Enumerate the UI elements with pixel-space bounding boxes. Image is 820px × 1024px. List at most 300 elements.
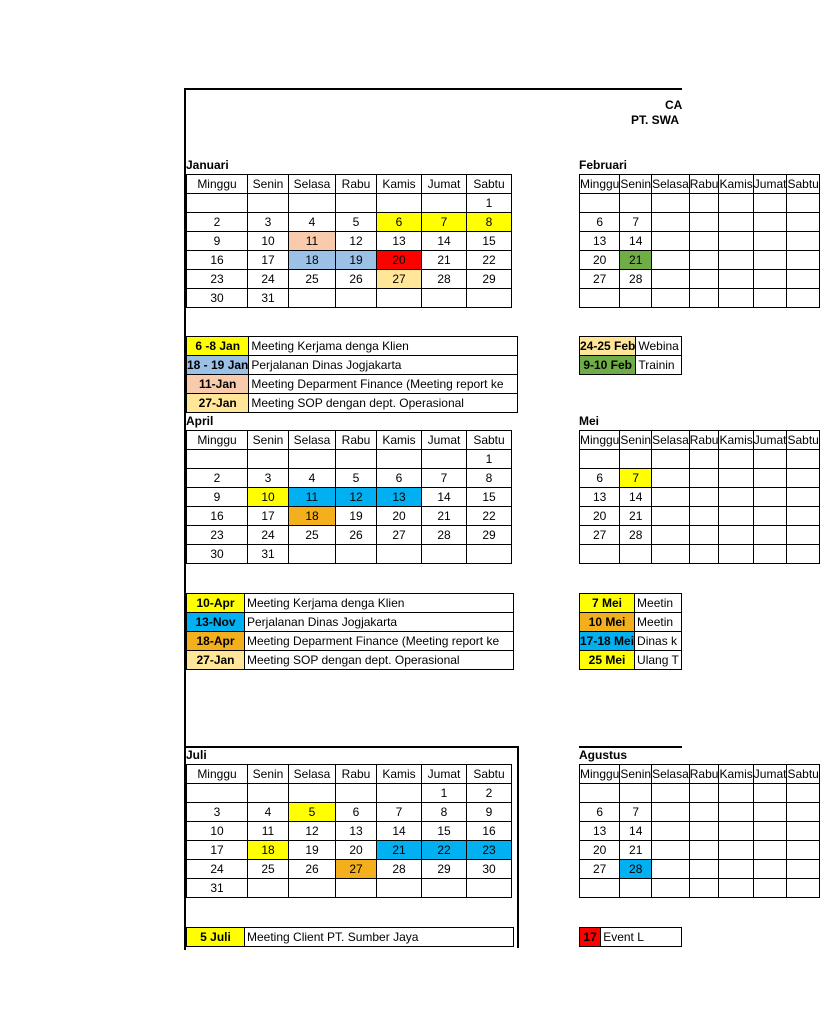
day-cell-13: 13 — [580, 232, 620, 251]
empty-day-cell — [289, 194, 336, 213]
week-row — [187, 194, 512, 213]
day-cell-6: 6 — [336, 803, 377, 822]
day-cell-23: 23 — [187, 526, 248, 545]
event-row — [187, 651, 514, 670]
empty-day-cell — [652, 879, 690, 898]
empty-day-cell — [787, 213, 819, 232]
weekday-sabtu: Sabtu — [787, 175, 819, 194]
empty-day-cell — [248, 879, 289, 898]
empty-day-cell — [753, 213, 787, 232]
day-cell-7: 7 — [620, 803, 652, 822]
week-row — [187, 251, 512, 270]
day-cell-28: 28 — [620, 526, 652, 545]
juli-top-border — [186, 746, 519, 748]
day-cell-25: 25 — [289, 526, 336, 545]
week-row — [187, 860, 512, 879]
day-cell-7: 7 — [377, 803, 422, 822]
empty-day-cell — [289, 784, 336, 803]
weekday-header-row — [187, 175, 512, 194]
day-cell-17: 17 — [187, 841, 248, 860]
event-date-label: 13-Nov — [187, 613, 245, 632]
event-date-label: 10 Mei — [580, 613, 635, 632]
week-row — [580, 450, 820, 469]
day-cell-12: 12 — [289, 822, 336, 841]
empty-day-cell — [652, 841, 690, 860]
event-row — [580, 613, 682, 632]
empty-day-cell — [753, 526, 787, 545]
weekday-senin: Senin — [620, 431, 652, 450]
day-cell-16: 16 — [187, 251, 248, 270]
empty-day-cell — [719, 469, 753, 488]
day-cell-4: 4 — [289, 213, 336, 232]
day-cell-15: 15 — [467, 232, 512, 251]
day-cell-6: 6 — [580, 803, 620, 822]
empty-day-cell — [787, 822, 819, 841]
event-date-label: 27-Jan — [187, 394, 249, 413]
weekday-header-row — [580, 431, 820, 450]
week-row — [580, 545, 820, 564]
day-cell-27: 27 — [377, 526, 422, 545]
day-cell-15: 15 — [422, 822, 467, 841]
event-legend-februari — [579, 336, 682, 375]
event-legend-april — [186, 593, 514, 670]
weekday-sabtu: Sabtu — [467, 431, 512, 450]
empty-day-cell — [787, 803, 819, 822]
week-row — [580, 803, 820, 822]
day-cell-3: 3 — [187, 803, 248, 822]
empty-day-cell — [787, 488, 819, 507]
day-cell-29: 29 — [467, 526, 512, 545]
empty-day-cell — [620, 450, 652, 469]
weekday-jumat: Jumat — [422, 765, 467, 784]
week-row — [187, 232, 512, 251]
week-row — [580, 860, 820, 879]
empty-day-cell — [652, 784, 690, 803]
event-row — [187, 928, 514, 947]
empty-day-cell — [787, 469, 819, 488]
empty-day-cell — [719, 488, 753, 507]
day-cell-13: 13 — [377, 488, 422, 507]
day-cell-28: 28 — [377, 860, 422, 879]
empty-day-cell — [467, 289, 512, 308]
day-cell-14: 14 — [422, 488, 467, 507]
empty-day-cell — [787, 526, 819, 545]
day-cell-29: 29 — [467, 270, 512, 289]
weekday-jumat: Jumat — [422, 175, 467, 194]
week-row — [187, 450, 512, 469]
empty-day-cell — [787, 841, 819, 860]
company-title: PT. SWA — [631, 113, 680, 127]
weekday-kamis: Kamis — [719, 175, 753, 194]
event-row — [187, 613, 514, 632]
day-cell-27: 27 — [336, 860, 377, 879]
week-row — [580, 289, 820, 308]
empty-day-cell — [787, 251, 819, 270]
weekday-rabu: Rabu — [689, 765, 719, 784]
empty-day-cell — [753, 879, 787, 898]
weekday-selasa: Selasa — [652, 175, 690, 194]
calendar-sheet — [184, 88, 819, 950]
empty-day-cell — [689, 879, 719, 898]
event-row — [580, 651, 682, 670]
day-cell-13: 13 — [336, 822, 377, 841]
event-legend-agustus — [579, 927, 682, 947]
week-row — [187, 784, 512, 803]
day-cell-30: 30 — [467, 860, 512, 879]
day-cell-8: 8 — [422, 803, 467, 822]
day-cell-5: 5 — [336, 213, 377, 232]
week-row — [187, 270, 512, 289]
empty-day-cell — [689, 841, 719, 860]
empty-day-cell — [652, 803, 690, 822]
day-cell-21: 21 — [422, 507, 467, 526]
day-cell-18: 18 — [289, 251, 336, 270]
day-cell-21: 21 — [620, 841, 652, 860]
empty-day-cell — [719, 213, 753, 232]
empty-day-cell — [753, 841, 787, 860]
empty-day-cell — [689, 507, 719, 526]
empty-day-cell — [787, 879, 819, 898]
event-date-label: 17-18 Mei — [580, 632, 635, 651]
week-row — [187, 803, 512, 822]
empty-day-cell — [689, 822, 719, 841]
weekday-senin: Senin — [248, 175, 289, 194]
calendar-title: CA — [665, 98, 683, 112]
weekday-sabtu: Sabtu — [467, 175, 512, 194]
week-row — [187, 879, 512, 898]
day-cell-23: 23 — [187, 270, 248, 289]
empty-day-cell — [580, 545, 620, 564]
day-cell-22: 22 — [467, 251, 512, 270]
empty-day-cell — [336, 450, 377, 469]
day-cell-25: 25 — [289, 270, 336, 289]
event-date-label: 27-Jan — [187, 651, 245, 670]
empty-day-cell — [620, 194, 652, 213]
empty-day-cell — [753, 860, 787, 879]
calendar-grid-mei — [579, 430, 820, 564]
day-cell-22: 22 — [467, 507, 512, 526]
empty-day-cell — [689, 213, 719, 232]
empty-day-cell — [689, 232, 719, 251]
weekday-senin: Senin — [620, 765, 652, 784]
event-legend-mei — [579, 593, 682, 670]
weekday-jumat: Jumat — [753, 431, 787, 450]
empty-day-cell — [719, 232, 753, 251]
event-row — [580, 594, 682, 613]
day-cell-29: 29 — [422, 860, 467, 879]
empty-day-cell — [467, 879, 512, 898]
weekday-minggu: Minggu — [187, 175, 248, 194]
day-cell-3: 3 — [248, 469, 289, 488]
day-cell-14: 14 — [620, 822, 652, 841]
empty-day-cell — [652, 822, 690, 841]
empty-day-cell — [289, 289, 336, 308]
day-cell-27: 27 — [580, 270, 620, 289]
day-cell-28: 28 — [422, 270, 467, 289]
empty-day-cell — [652, 289, 690, 308]
day-cell-6: 6 — [377, 469, 422, 488]
day-cell-17: 17 — [248, 251, 289, 270]
day-cell-24: 24 — [248, 526, 289, 545]
weekday-rabu: Rabu — [336, 765, 377, 784]
day-cell-17: 17 — [248, 507, 289, 526]
day-cell-4: 4 — [289, 469, 336, 488]
weekday-selasa: Selasa — [652, 431, 690, 450]
day-cell-21: 21 — [620, 507, 652, 526]
day-cell-15: 15 — [467, 488, 512, 507]
day-cell-7: 7 — [422, 469, 467, 488]
empty-day-cell — [422, 289, 467, 308]
weekday-jumat: Jumat — [753, 765, 787, 784]
day-cell-26: 26 — [289, 860, 336, 879]
day-cell-7: 7 — [620, 469, 652, 488]
empty-day-cell — [787, 507, 819, 526]
empty-day-cell — [719, 784, 753, 803]
day-cell-20: 20 — [377, 507, 422, 526]
week-row — [580, 488, 820, 507]
day-cell-5: 5 — [336, 469, 377, 488]
day-cell-27: 27 — [580, 526, 620, 545]
empty-day-cell — [187, 194, 248, 213]
empty-day-cell — [422, 879, 467, 898]
day-cell-21: 21 — [620, 251, 652, 270]
event-date-label: 11-Jan — [187, 375, 249, 394]
event-row — [580, 337, 682, 356]
event-description: Perjalanan Dinas Jogjakarta — [249, 356, 518, 375]
empty-day-cell — [652, 450, 690, 469]
week-row — [580, 469, 820, 488]
day-cell-19: 19 — [336, 251, 377, 270]
weekday-selasa: Selasa — [289, 175, 336, 194]
empty-day-cell — [719, 841, 753, 860]
weekday-rabu: Rabu — [689, 431, 719, 450]
weekday-rabu: Rabu — [689, 175, 719, 194]
weekday-minggu: Minggu — [580, 765, 620, 784]
day-cell-23: 23 — [467, 841, 512, 860]
event-description: Meeting SOP dengan dept. Operasional — [245, 651, 514, 670]
day-cell-14: 14 — [422, 232, 467, 251]
event-date-label: 25 Mei — [580, 651, 635, 670]
empty-day-cell — [719, 507, 753, 526]
day-cell-20: 20 — [377, 251, 422, 270]
day-cell-21: 21 — [422, 251, 467, 270]
empty-day-cell — [377, 879, 422, 898]
event-row — [187, 375, 518, 394]
weekday-jumat: Jumat — [422, 431, 467, 450]
empty-day-cell — [377, 450, 422, 469]
juli-right-border — [517, 746, 519, 948]
empty-day-cell — [689, 488, 719, 507]
event-row — [187, 594, 514, 613]
empty-day-cell — [652, 469, 690, 488]
empty-day-cell — [719, 526, 753, 545]
empty-day-cell — [787, 194, 819, 213]
event-row — [580, 356, 682, 375]
empty-day-cell — [719, 545, 753, 564]
weekday-selasa: Selasa — [652, 765, 690, 784]
day-cell-30: 30 — [187, 289, 248, 308]
week-row — [187, 841, 512, 860]
day-cell-9: 9 — [467, 803, 512, 822]
week-row — [187, 289, 512, 308]
day-cell-10: 10 — [248, 232, 289, 251]
week-row — [187, 213, 512, 232]
day-cell-10: 10 — [248, 488, 289, 507]
week-row — [187, 507, 512, 526]
empty-day-cell — [753, 545, 787, 564]
event-date-label: 5 Juli — [187, 928, 245, 947]
day-cell-7: 7 — [620, 213, 652, 232]
event-legend-januari — [186, 336, 518, 413]
empty-day-cell — [336, 784, 377, 803]
week-row — [187, 469, 512, 488]
day-cell-11: 11 — [289, 232, 336, 251]
weekday-senin: Senin — [248, 431, 289, 450]
empty-day-cell — [689, 450, 719, 469]
day-cell-21: 21 — [377, 841, 422, 860]
day-cell-8: 8 — [467, 213, 512, 232]
calendar-grid-juli — [186, 764, 512, 898]
month-label-april: April — [186, 414, 214, 428]
day-cell-31: 31 — [248, 545, 289, 564]
month-label-januari: Januari — [186, 158, 229, 172]
day-cell-2: 2 — [467, 784, 512, 803]
event-description: Meeting SOP dengan dept. Operasional — [249, 394, 518, 413]
empty-day-cell — [787, 232, 819, 251]
empty-day-cell — [422, 194, 467, 213]
day-cell-9: 9 — [187, 232, 248, 251]
empty-day-cell — [753, 507, 787, 526]
week-row — [187, 822, 512, 841]
empty-day-cell — [753, 289, 787, 308]
empty-day-cell — [787, 860, 819, 879]
day-cell-20: 20 — [580, 507, 620, 526]
event-date-label: 24-25 Feb — [580, 337, 636, 356]
weekday-kamis: Kamis — [377, 175, 422, 194]
event-description: Perjalanan Dinas Jogjakarta — [245, 613, 514, 632]
day-cell-11: 11 — [289, 488, 336, 507]
empty-day-cell — [187, 784, 248, 803]
empty-day-cell — [719, 860, 753, 879]
week-row — [580, 784, 820, 803]
day-cell-24: 24 — [248, 270, 289, 289]
empty-day-cell — [422, 545, 467, 564]
week-row — [580, 251, 820, 270]
empty-day-cell — [422, 450, 467, 469]
weekday-sabtu: Sabtu — [787, 431, 819, 450]
empty-day-cell — [377, 784, 422, 803]
empty-day-cell — [689, 545, 719, 564]
weekday-rabu: Rabu — [336, 431, 377, 450]
empty-day-cell — [652, 251, 690, 270]
empty-day-cell — [652, 194, 690, 213]
weekday-header-row — [580, 765, 820, 784]
empty-day-cell — [689, 289, 719, 308]
empty-day-cell — [652, 507, 690, 526]
day-cell-19: 19 — [289, 841, 336, 860]
week-row — [580, 213, 820, 232]
empty-day-cell — [652, 860, 690, 879]
empty-day-cell — [787, 450, 819, 469]
day-cell-14: 14 — [620, 232, 652, 251]
empty-day-cell — [652, 213, 690, 232]
day-cell-9: 9 — [187, 488, 248, 507]
event-description: Ulang T — [635, 651, 682, 670]
week-row — [187, 488, 512, 507]
day-cell-16: 16 — [467, 822, 512, 841]
week-row — [580, 270, 820, 289]
day-cell-28: 28 — [620, 270, 652, 289]
empty-day-cell — [336, 879, 377, 898]
weekday-jumat: Jumat — [753, 175, 787, 194]
event-description: Meeting Client PT. Sumber Jaya — [245, 928, 514, 947]
empty-day-cell — [719, 270, 753, 289]
empty-day-cell — [787, 784, 819, 803]
empty-day-cell — [689, 251, 719, 270]
empty-day-cell — [753, 270, 787, 289]
event-date-label: 7 Mei — [580, 594, 635, 613]
empty-day-cell — [689, 803, 719, 822]
weekday-header-row — [187, 765, 512, 784]
day-cell-3: 3 — [248, 213, 289, 232]
day-cell-1: 1 — [422, 784, 467, 803]
calendar-grid-agustus — [579, 764, 820, 898]
event-date-label: 17 — [580, 928, 601, 947]
event-description: Meeting Deparment Finance (Meeting report ke — [245, 632, 514, 651]
empty-day-cell — [689, 469, 719, 488]
event-description: Meeting Deparment Finance (Meeting report ke — [249, 375, 518, 394]
day-cell-5: 5 — [289, 803, 336, 822]
event-description: Meeting Kerjama denga Klien — [245, 594, 514, 613]
empty-day-cell — [580, 784, 620, 803]
weekday-minggu: Minggu — [187, 765, 248, 784]
empty-day-cell — [753, 232, 787, 251]
empty-day-cell — [719, 822, 753, 841]
empty-day-cell — [719, 289, 753, 308]
empty-day-cell — [336, 289, 377, 308]
event-row — [187, 394, 518, 413]
empty-day-cell — [377, 289, 422, 308]
calendar-grid-januari — [186, 174, 512, 308]
event-row — [580, 928, 682, 947]
empty-day-cell — [753, 194, 787, 213]
empty-day-cell — [652, 488, 690, 507]
week-row — [580, 841, 820, 860]
month-label-mei: Mei — [579, 414, 600, 428]
weekday-minggu: Minggu — [580, 175, 620, 194]
empty-day-cell — [580, 450, 620, 469]
empty-day-cell — [719, 879, 753, 898]
empty-day-cell — [336, 545, 377, 564]
day-cell-14: 14 — [377, 822, 422, 841]
day-cell-20: 20 — [580, 841, 620, 860]
empty-day-cell — [652, 232, 690, 251]
empty-day-cell — [719, 803, 753, 822]
empty-day-cell — [289, 545, 336, 564]
event-legend-juli — [186, 927, 514, 947]
calendar-grid-februari — [579, 174, 820, 308]
month-label-februari: Februari — [579, 158, 628, 172]
empty-day-cell — [248, 194, 289, 213]
day-cell-2: 2 — [187, 469, 248, 488]
day-cell-8: 8 — [467, 469, 512, 488]
month-label-agustus: Agustus — [579, 748, 627, 762]
day-cell-27: 27 — [377, 270, 422, 289]
weekday-kamis: Kamis — [377, 765, 422, 784]
empty-day-cell — [620, 784, 652, 803]
month-label-juli: Juli — [186, 748, 207, 762]
day-cell-1: 1 — [467, 194, 512, 213]
